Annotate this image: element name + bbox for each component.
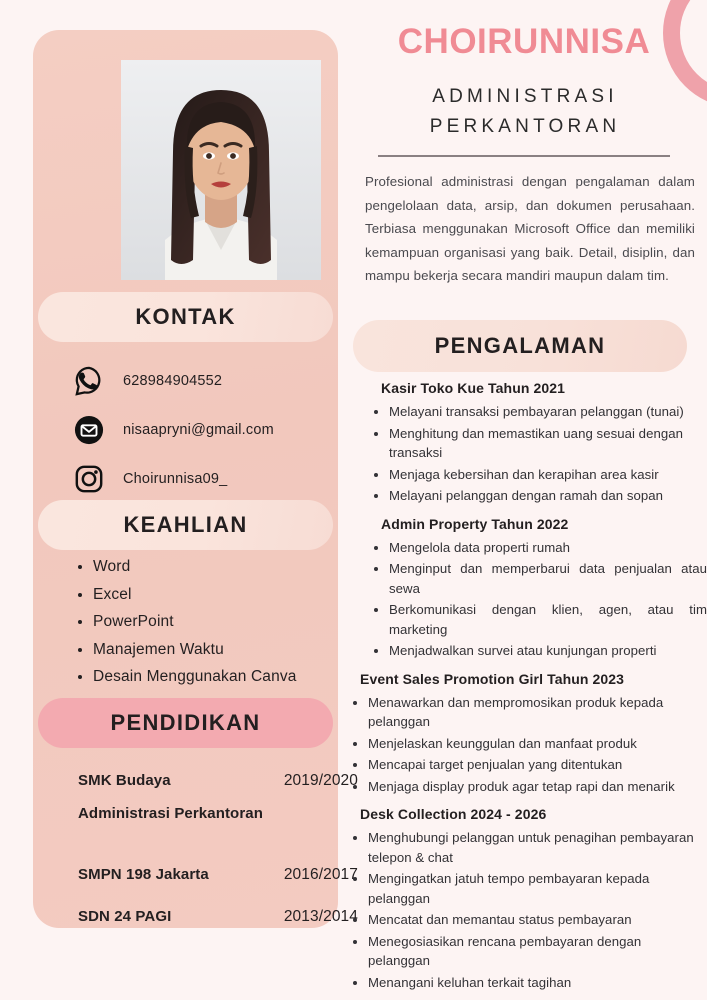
profile-photo (121, 60, 321, 280)
experience-job-title: Event Sales Promotion Girl Tahun 2023 (360, 670, 625, 687)
left-sidebar-panel (33, 30, 358, 928)
list-item: • Menjaga display produk agar tetap rapi dan menarik (368, 777, 707, 797)
right-content-column (352, 0, 707, 1000)
list-item: • Menangani keluhan terkait tagihan (368, 973, 707, 993)
skills-section-header (38, 500, 333, 550)
contact-section-header (38, 292, 333, 342)
education-section-header (38, 698, 333, 748)
contact-item-instagram[interactable] (73, 458, 338, 500)
list-item: • Mencatat dan memantau status pembayaran (368, 910, 707, 930)
contact-value-email: nisaapryni@gmail.com (123, 422, 274, 438)
list-item: • Menjelaskan keunggulan dan manfaat produk (368, 734, 707, 754)
contact-item-whatsapp[interactable] (73, 360, 338, 402)
skills-list (93, 558, 353, 696)
page-title: CHOIRUNNISA (397, 22, 651, 61)
whatsapp-icon (73, 365, 105, 397)
education-entry (78, 772, 358, 822)
list-item: • Mengelola data properti rumah (389, 538, 707, 558)
list-item: • Menginput dan memperbarui data penjualan atau sewa (389, 559, 707, 598)
education-entry (78, 866, 358, 884)
education-major: Administrasi Perkantoran (78, 805, 263, 822)
education-year: 2016/2017 (283, 866, 358, 883)
list-item: • Menghitung dan memastikan uang sesuai dengan transaksi (389, 424, 707, 463)
header-divider (378, 155, 670, 157)
education-school: SMK Budaya (78, 772, 171, 789)
contact-item-email[interactable] (73, 409, 338, 451)
instagram-icon (73, 463, 105, 495)
list-item: • Manajemen Waktu (93, 641, 353, 659)
education-school: SDN 24 PAGI (78, 908, 172, 925)
list-item: • Menjadwalkan survei atau kunjungan properti (389, 641, 707, 661)
job-role-subtitle (370, 82, 680, 142)
education-list (78, 772, 358, 926)
education-section-title: PENDIDIKAN (110, 710, 261, 735)
list-item: • Menghubungi pelanggan untuk penagihan pembayaran telepon & chat (368, 828, 707, 867)
job-role-line-1: ADMINISTRASI (432, 86, 618, 107)
list-item: • Melayani pelanggan dengan ramah dan sopan (389, 486, 707, 506)
contact-value-whatsapp: 628984904552 (123, 373, 223, 389)
list-item: • Berkomunikasi dengan klien, agen, atau tim marketing (389, 600, 707, 639)
experience-bullets (375, 538, 707, 661)
education-school: SMPN 198 Jakarta (78, 866, 209, 883)
experience-entry (352, 671, 707, 797)
experience-list (352, 380, 707, 1000)
experience-section-title: PENGALAMAN (434, 333, 606, 358)
list-item: • Melayani transaksi pembayaran pelanggan (tunai) (389, 402, 707, 422)
experience-entry (352, 516, 707, 661)
experience-section-header (353, 320, 687, 372)
contact-value-instagram: Choirunnisa09_ (123, 471, 228, 487)
experience-bullets (354, 828, 707, 992)
list-item: • PowerPoint (93, 613, 353, 631)
skills-section-title: KEAHLIAN (123, 512, 248, 537)
list-item: • Excel (93, 586, 353, 604)
education-year: 2019/2020 (283, 772, 358, 789)
job-role-line-2: PERKANTORAN (429, 116, 621, 137)
list-item: • Mencapai target penjualan yang ditentukan (368, 755, 707, 775)
list-item: • Word (93, 558, 353, 576)
profile-summary: Profesional administrasi dengan pengalaman dalam pengelolaan data, arsip, dan dokumen perusahaan. Terbiasa menggunakan Microsoft Office dan memiliki kemampuan organisasi yang baik. Detail, disiplin, dan mampu bekerja secara mandiri maupun dalam tim. (365, 174, 695, 283)
experience-entry (352, 806, 707, 992)
experience-entry (352, 380, 707, 506)
contact-section-title: KONTAK (135, 304, 236, 329)
list-item: • Menegosiasikan rencana pembayaran dengan pelanggan (368, 932, 707, 971)
experience-job-title: Kasir Toko Kue Tahun 2021 (381, 380, 566, 396)
experience-job-title: Desk Collection 2024 - 2026 (360, 806, 547, 822)
experience-job-title: Admin Property Tahun 2022 (381, 515, 569, 532)
experience-bullets (354, 693, 707, 797)
education-year: 2013/2014 (283, 908, 358, 925)
list-item: • Menjaga kebersihan dan kerapihan area kasir (389, 465, 707, 485)
list-item: • Mengingatkan jatuh tempo pembayaran kepada pelanggan (368, 869, 707, 908)
experience-bullets (375, 402, 707, 506)
contact-list (73, 360, 338, 507)
list-item: • Desain Menggunakan Canva (93, 668, 353, 686)
email-icon (73, 414, 105, 446)
list-item: • Menawarkan dan mempromosikan produk kepada pelanggan (368, 693, 707, 732)
education-entry (78, 908, 358, 926)
